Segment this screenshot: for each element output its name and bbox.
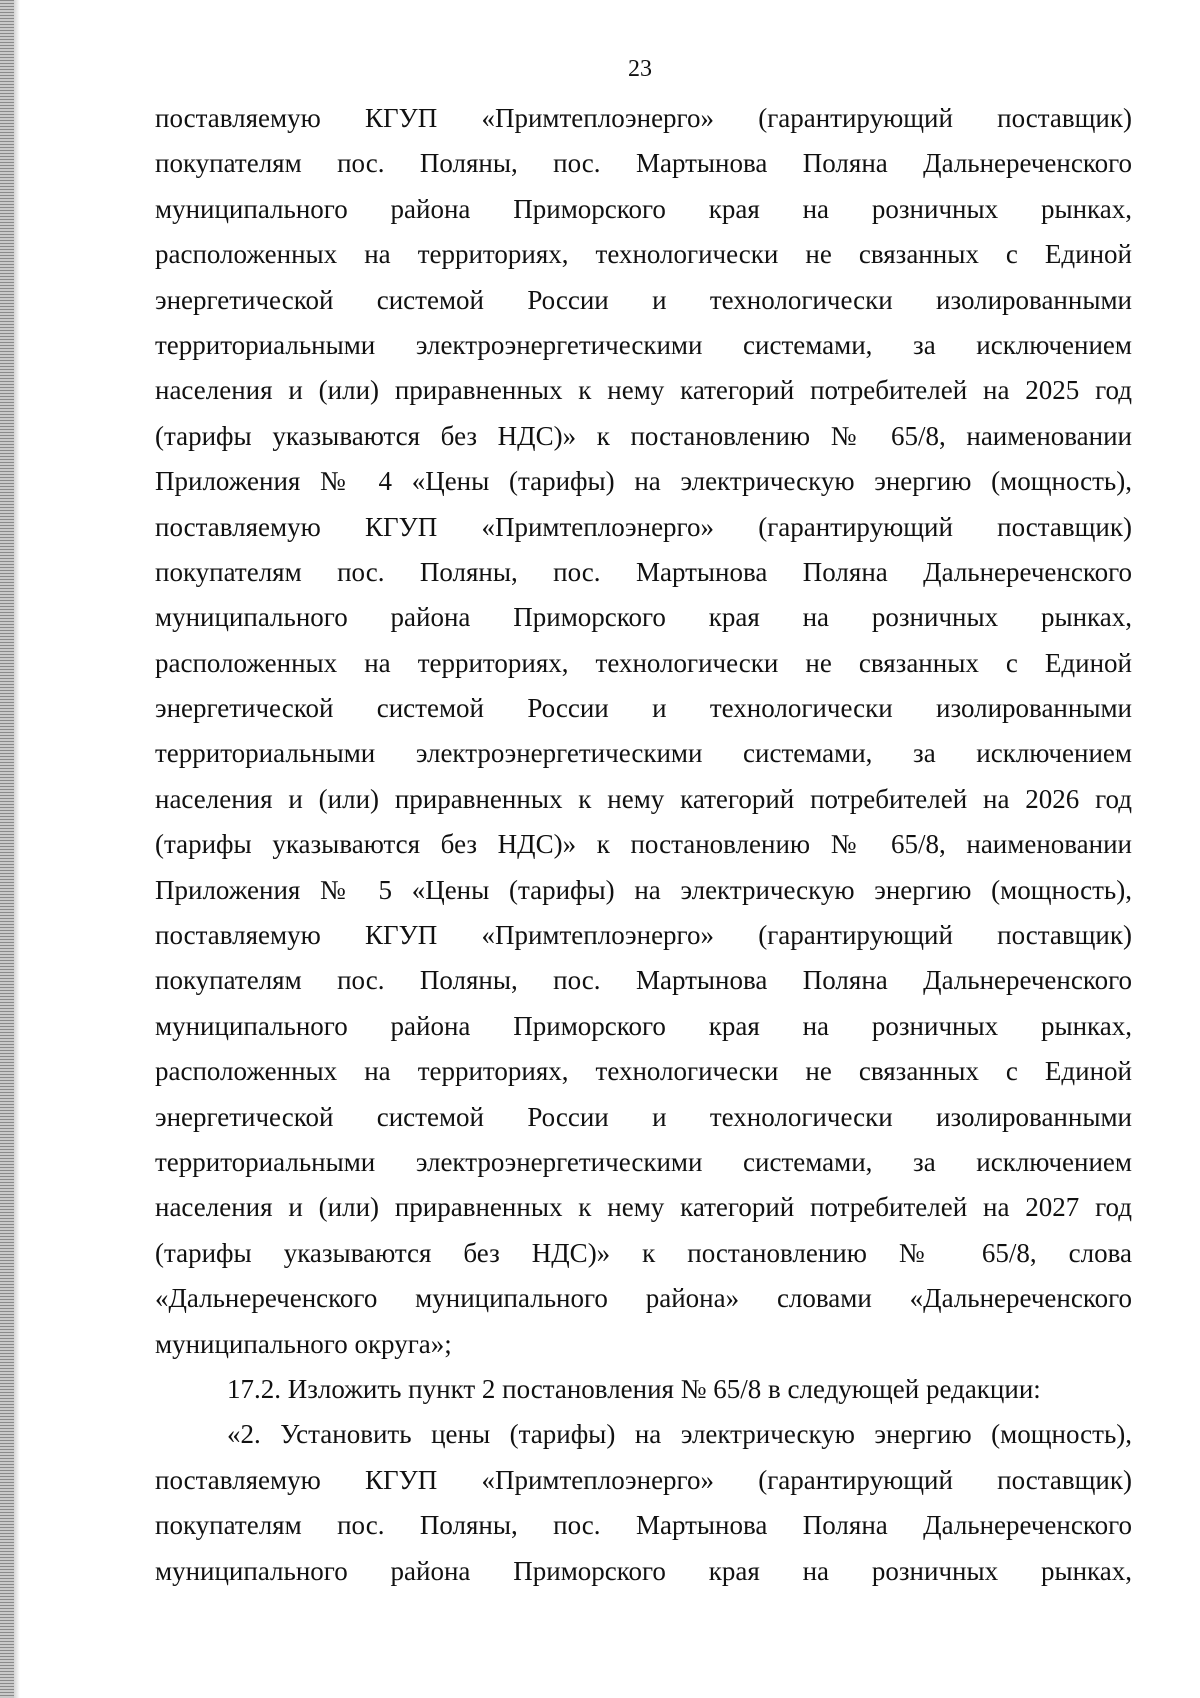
text-line: энергетической системой России и технологически изолированными [155,284,1132,315]
text-line: населения и (или) приравненных к нему категорий потребителей на 2026 год [155,783,1132,814]
text-line: (тарифы указываются без НДС)» к постановлению № 65/8, слова [155,1237,1132,1268]
text-line: муниципального района Приморского края на розничных рынках, [155,1010,1132,1041]
text-line: «Дальнереченского муниципального района» словами «Дальнереченского [155,1283,1132,1314]
text-line: покупателям пос. Поляны, пос. Мартынова Поляна Дальнереченского [155,148,1132,179]
text-line: муниципального района Приморского края на розничных рынках, [155,1555,1132,1586]
page-number: 23 [628,56,652,82]
text-line: «2. Установить цены (тарифы) на электрическую энергию (мощность), [227,1419,1132,1450]
document-body [155,96,1132,1594]
text-line: расположенных на территориях, технологически не связанных с Единой [155,647,1132,678]
text-line: Приложения № 4 «Цены (тарифы) на электрическую энергию (мощность), [155,466,1132,497]
text-line: территориальными электроэнергетическими системами, за исключением [155,1146,1132,1177]
text-line: (тарифы указываются без НДС)» к постановлению № 65/8, наименовании [155,420,1132,451]
text-line: поставляемую КГУП «Примтеплоэнерго» (гарантирующий поставщик) [155,103,1132,133]
text-line: покупателям пос. Поляны, пос. Мартынова Поляна Дальнереченского [155,1510,1132,1541]
text-line: муниципального района Приморского края на розничных рынках, [155,193,1132,224]
text-line: территориальными электроэнергетическими системами, за исключением [155,738,1132,769]
text-line: энергетической системой России и технологически изолированными [155,693,1132,724]
text-line: населения и (или) приравненных к нему категорий потребителей на 2027 год [155,1192,1132,1223]
text-line: покупателям пос. Поляны, пос. Мартынова Поляна Дальнереченского [155,965,1132,996]
text-line: покупателям пос. Поляны, пос. Мартынова Поляна Дальнереченского [155,556,1132,587]
text-line: муниципального района Приморского края на розничных рынках, [155,602,1132,633]
clause-heading: 17.2. Изложить пункт 2 постановления № 65/8 в следующей редакции: [227,1373,1041,1404]
scan-edge-shadow [14,0,20,1698]
text-line: энергетической системой России и технологически изолированными [155,1101,1132,1132]
text-line: населения и (или) приравненных к нему категорий потребителей на 2025 год [155,375,1132,406]
text-line: поставляемую КГУП «Примтеплоэнерго» (гарантирующий поставщик) [155,1464,1132,1495]
text-line: расположенных на территориях, технологически не связанных с Единой [155,239,1132,270]
text-line: муниципального округа»; [155,1328,452,1359]
text-line: поставляемую КГУП «Примтеплоэнерго» (гарантирующий поставщик) [155,920,1132,951]
text-line: поставляемую КГУП «Примтеплоэнерго» (гарантирующий поставщик) [155,511,1132,542]
text-line: территориальными электроэнергетическими системами, за исключением [155,329,1132,360]
text-line: расположенных на территориях, технологически не связанных с Единой [155,1056,1132,1087]
text-line: Приложения № 5 «Цены (тарифы) на электрическую энергию (мощность), [155,874,1132,905]
text-line: (тарифы указываются без НДС)» к постановлению № 65/8, наименовании [155,829,1132,860]
scan-edge-stripe [0,0,14,1698]
